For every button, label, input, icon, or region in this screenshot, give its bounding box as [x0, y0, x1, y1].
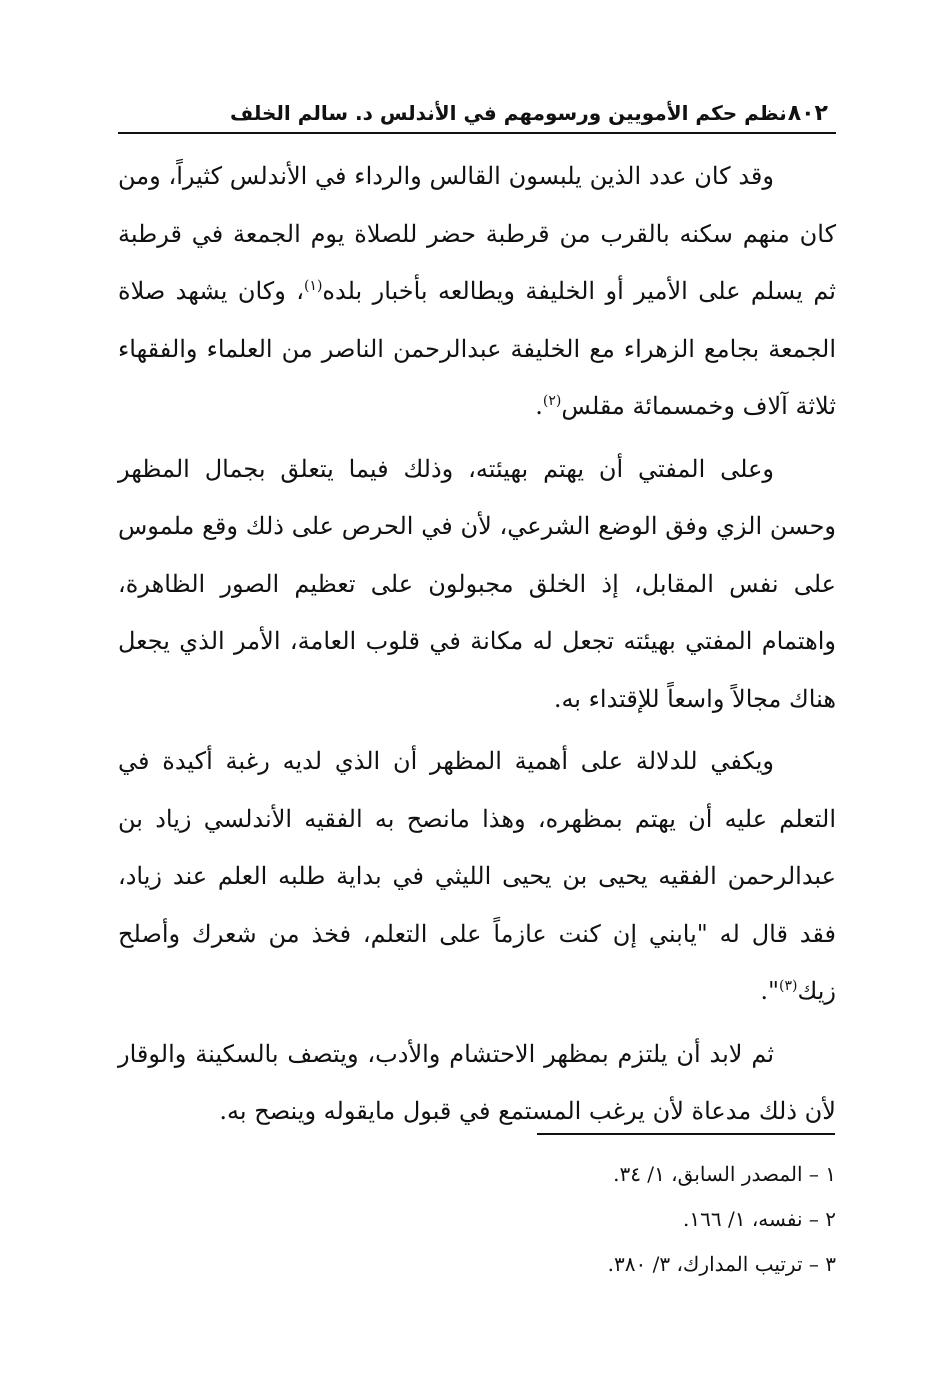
running-title: نظم حكم الأمويين ورسومهم في الأندلس د. سالم الخلف	[230, 101, 787, 125]
page-number: ٨٠٢	[787, 100, 828, 126]
footnote-ref-1: (١)	[303, 278, 323, 294]
footnote-3: ٣ – ترتيب المدارك، ٣/ ٣٨٠.	[607, 1252, 836, 1276]
paragraph-4: ثم لابد أن يلتزم بمظهر الاحتشام والأدب، ويتصف بالسكينة والوقار لأن ذلك مدعاة لأن يرغب المستمع في قبول مايقوله وينصح به.	[118, 1039, 836, 1125]
running-header	[118, 96, 834, 130]
paragraph-2: وعلى المفتي أن يهتم بهيئته، وذلك فيما يتعلق بجمال المظهر وحسن الزي وفق الوضع الشرعي، لأن في الحرص على ذلك وقع ملموس على نفس المقابل، إذ الخلق مجبولون على تعظيم الصور الظاهرة، واهتمام المفتي بهيئته تجعل له مكانة في قلوب العامة، الأمر الذي يجعل هناك مجالاً واسعاً للإقتداء به.	[118, 454, 836, 713]
paragraph-1	[118, 148, 836, 436]
paragraph-1-end: .	[535, 392, 543, 420]
paragraph-1-text-a: وقد كان عدد الذين يلبسون القالس والرداء في الأندلس كثيراً، ومن كان منهم سكنه بالقرب من قرطبة حضر للصلاة يوم الجمعة في قرطبة ثم يسلم على الأمير أو الخليفة ويطالعه بأخبار بلده	[118, 162, 836, 305]
footnote-1: ١ – المصدر السابق، ١/ ٣٤.	[613, 1162, 836, 1186]
header-divider	[118, 132, 836, 134]
paragraph-1-text-b: ، وكان يشهد صلاة الجمعة بجامع الزهراء مع الخليفة عبدالرحمن الناصر من العلماء والفقهاء ثلاثة آلاف وخمسمائة مقلس	[118, 277, 836, 420]
footnote-divider	[537, 1133, 835, 1135]
paragraph-3-end: ".	[760, 977, 780, 1005]
footnotes	[500, 1152, 836, 1287]
footnote-ref-3: (٣)	[779, 978, 798, 994]
main-text	[118, 148, 836, 1146]
footnote-2: ٢ – نفسه، ١/ ١٦٦.	[683, 1207, 836, 1231]
paragraph-3-text: ويكفي للدلالة على أهمية المظهر أن الذي لديه رغبة أكيدة في التعلم عليه أن يهتم بمظهره، وهذا مانصح به الفقيه الأندلسي زياد بن عبدالرحمن الفقيه يحيى بن يحيى الليثي في بداية طلبه العلم عند زياد، فقد قال له "يابني إن كنت عازماً على التعلم، فخذ من شعرك وأصلح زيك	[118, 747, 836, 1005]
footnote-ref-2: (٢)	[542, 393, 562, 409]
paragraph-3	[118, 733, 836, 1021]
